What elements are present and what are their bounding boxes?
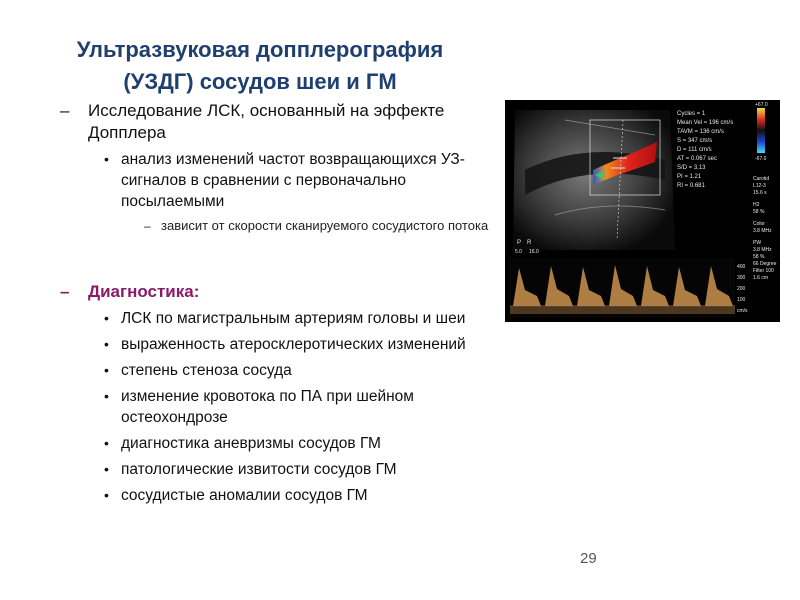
bullet-icon: • [104, 362, 109, 378]
list-item-text: сосудистые аномалии сосудов ГМ [121, 487, 368, 504]
corner-label: P [517, 240, 522, 246]
dash-bullet-icon: – [144, 219, 151, 233]
list-item [60, 433, 490, 454]
readout-line: PI = 1.21 [677, 174, 702, 180]
side-panel-text: 3.8 MHz [753, 228, 772, 234]
bullet-icon: • [104, 461, 109, 477]
dash-bullet-icon: – [60, 282, 70, 301]
doppler-readouts [677, 111, 733, 189]
side-panel-text: Color [753, 221, 765, 227]
slide-title [20, 34, 500, 98]
list-item-text: степень стеноза сосуда [121, 362, 292, 379]
velocity-tick-label: 400 [737, 264, 746, 270]
readout-line: Mean Vel = 196 cm/s [677, 120, 734, 126]
readout-line: S/D = 3.13 [677, 165, 706, 171]
list-item [60, 334, 490, 355]
readout-line: AT = 0.067 sec [677, 156, 717, 162]
corner-label: 16.0 [529, 249, 539, 255]
list-item-text: изменение кровотока по ПА при шейном остеохондрозе [121, 388, 414, 426]
scale-top-label: +67.0 [755, 102, 768, 108]
sub-item-analysis [60, 149, 490, 212]
side-panel-text: Carotid [753, 176, 770, 182]
sub-sub-item-speed [60, 217, 490, 235]
velocity-tick-label: 200 [737, 286, 746, 292]
item-research [60, 100, 490, 144]
readout-line: D = 111 cm/s [677, 147, 712, 153]
corner-label: 5.0 [515, 249, 522, 255]
title-line-1: Ультразвуковая допплерография [76, 37, 444, 62]
corner-label: R [527, 240, 532, 246]
list-item [60, 459, 490, 480]
list-item [60, 360, 490, 381]
bullet-icon: • [104, 487, 109, 503]
sub-item-analysis-text: анализ изменений частот возвращающихся УЗ-сигналов в сравнении с первоначально посылаемыми [121, 151, 465, 210]
velocity-tick-label: 300 [737, 275, 746, 281]
bullet-icon: • [104, 435, 109, 451]
list-item-text: диагностика аневризмы сосудов ГМ [121, 435, 381, 452]
side-panel-text: 3.8 MHz [753, 247, 772, 253]
list-item-text: патологические извитости сосудов ГМ [121, 461, 397, 478]
title-line-2: (УЗДГ) сосудов шеи и ГМ [123, 69, 397, 94]
list-item-text: выраженность атеросклеротических изменений [121, 336, 466, 353]
item-research-text: Исследование ЛСК, основанный на эффекте Допплера [88, 101, 445, 142]
side-panel-text: 58 % [753, 209, 765, 215]
list-item [60, 308, 490, 329]
spectral-baseline-fill [510, 306, 735, 314]
dash-bullet-icon: – [60, 101, 70, 120]
list-item [60, 485, 490, 506]
side-panel-text: PW [753, 240, 762, 246]
side-panel-text: 58 % [753, 254, 765, 260]
velocity-scale [737, 264, 748, 314]
side-panel-text: L12-3 [753, 183, 766, 189]
velocity-tick-label: 100 [737, 297, 746, 303]
side-panel-text: 1.6 cm [753, 275, 769, 281]
item-diagnostics-text: Диагностика: [88, 282, 200, 301]
side-panel-text: 66 Degree [753, 261, 777, 267]
bullet-icon: • [104, 336, 109, 352]
side-panel-text: 15.6 s [753, 190, 767, 196]
side-panel [753, 176, 777, 281]
readout-line: S = 347 cm/s [677, 138, 713, 144]
list-item [60, 386, 490, 428]
item-diagnostics [60, 281, 490, 303]
page-number: 29 [580, 550, 597, 567]
scale-bottom-label: -67.0 [755, 156, 767, 162]
slide-content [60, 100, 490, 506]
readout-line: TAVM = 136 cm/s [677, 129, 724, 135]
side-panel-text: Filter 100 [753, 268, 774, 274]
sub-sub-item-speed-text: зависит от скорости сканируемого сосудистого потока [161, 218, 489, 233]
ultrasound-doppler-image [505, 100, 780, 322]
list-item-text: ЛСК по магистральным артериям головы и шеи [121, 310, 466, 327]
side-panel-text: H2 [753, 202, 760, 208]
bullet-icon: • [104, 151, 109, 167]
readout-line: RI = 0.681 [677, 183, 705, 189]
color-scale-bar [757, 108, 765, 153]
bullet-icon: • [104, 388, 109, 404]
velocity-unit-label: cm/s [737, 308, 748, 314]
readout-line: Cycles = 1 [677, 111, 706, 117]
bullet-icon: • [104, 310, 109, 326]
